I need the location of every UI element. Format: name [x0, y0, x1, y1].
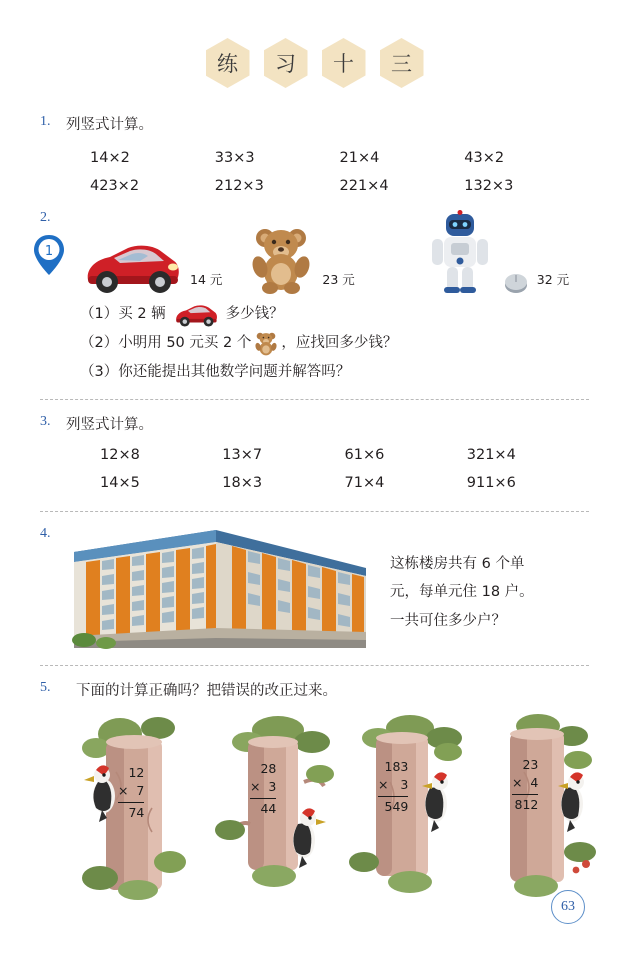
expression: 14×2 [90, 149, 130, 166]
teddy-bear-price: 23 元 [322, 271, 355, 287]
problem-3-number: 3. [40, 413, 51, 429]
title-char-2 [264, 38, 308, 88]
calculation-4 [512, 756, 538, 814]
expression: 132×3 [464, 177, 514, 194]
title-char-1-label: 练 [217, 52, 238, 76]
problem-3 [40, 412, 589, 492]
robot-toy-item [423, 210, 569, 294]
expression: 423×2 [90, 177, 140, 194]
problem-2-question-1 [80, 300, 589, 329]
problem-2-question-2 [80, 329, 589, 358]
problem-5-prompt: 下面的计算正确吗？把错误的改正过来。 [76, 683, 337, 700]
problem-2 [40, 208, 589, 387]
toy-car-price: 14 元 [190, 271, 223, 287]
log-item-4 [480, 712, 616, 902]
calc-2-result: 44 [260, 800, 277, 816]
robot-toy-icon [423, 210, 497, 294]
toy-car-icon [80, 236, 184, 294]
calculation-3 [378, 758, 408, 816]
problem-3-prompt: 列竖式计算。 [66, 416, 153, 433]
expression: 14×5 [100, 475, 140, 492]
problem-4-line-2: 元，每单元住 18 户。 [390, 584, 534, 601]
calc-4-mult: × 4 [512, 774, 539, 790]
problem-2-question-3 [80, 358, 589, 387]
toy-car-item [80, 236, 222, 294]
calc-3-bar [378, 796, 408, 797]
robot-toy-price: 32 元 [536, 271, 570, 287]
question-1-suffix: 多少钱？ [225, 305, 284, 322]
title-char-4 [380, 38, 424, 88]
problem-1 [40, 112, 589, 194]
calc-2-mult: × 3 [250, 778, 277, 794]
problem-1-prompt: 列竖式计算。 [66, 117, 153, 133]
problem-1-number: 1. [40, 114, 51, 129]
calc-3-top: 183 [384, 758, 409, 774]
log-item-1 [72, 712, 208, 902]
calc-3-result: 549 [384, 798, 409, 814]
calc-1-mult: × 7 [118, 782, 145, 798]
problem-5-number: 5. [40, 680, 51, 696]
calc-4-bar [512, 794, 538, 795]
title-char-4-label: 三 [391, 52, 412, 76]
page-title [0, 38, 629, 88]
calc-3-mult: × 3 [378, 776, 409, 792]
calc-2-bar [250, 798, 276, 799]
problem-4-line-3: 一共可住多少户？ [390, 612, 506, 629]
teddy-bear-icon [246, 222, 316, 294]
problem-3-expressions [66, 447, 589, 491]
calc-1-bar [118, 802, 144, 803]
title-char-2-label: 习 [275, 52, 296, 76]
teddy-bear-icon [253, 330, 279, 357]
expression: 12×8 [100, 447, 140, 464]
question-2-prefix: （2）小明用 50 元买 2 个 [80, 334, 252, 351]
teddy-bear-item [246, 222, 354, 294]
calc-1-top: 12 [128, 764, 145, 780]
expression: 911×6 [466, 475, 516, 492]
question-3-prefix: （3）你还能提出其他数学问题并解答吗？ [80, 363, 351, 380]
expression: 43×2 [464, 149, 505, 166]
divider-1 [40, 399, 589, 400]
calc-2-top: 28 [260, 760, 277, 776]
computer-mouse-icon [501, 270, 531, 294]
expression: 13×7 [222, 447, 263, 464]
log-item-2 [208, 712, 344, 902]
expression: 33×3 [214, 149, 255, 166]
problem-4-number: 4. [40, 526, 51, 542]
toy-car-icon [170, 301, 222, 327]
expression: 212×3 [214, 177, 264, 194]
problem-4 [40, 524, 589, 649]
expression: 21×4 [339, 149, 380, 166]
expression: 71×4 [344, 475, 385, 492]
problem-2-toy-row [66, 210, 589, 294]
expression: 321×4 [466, 447, 516, 464]
page-number: 63 [551, 890, 585, 924]
problem-2-questions [66, 300, 589, 387]
problem-5 [40, 678, 589, 902]
divider-3 [40, 665, 589, 666]
calc-4-result: 812 [514, 796, 539, 812]
title-char-3 [322, 38, 366, 88]
calculation-1 [118, 764, 144, 822]
problem-4-line-1: 这栋楼房共有 6 个单 [390, 556, 525, 573]
calc-4-top: 23 [522, 756, 539, 772]
calculation-2 [250, 760, 276, 818]
log-item-3 [344, 712, 480, 902]
problem-1-expressions [66, 150, 589, 194]
svg-text:1: 1 [44, 244, 54, 259]
problem-2-number: 2. [40, 209, 51, 225]
problem-5-log-row [66, 712, 622, 902]
question-1-prefix: （1）买 2 辆 [80, 305, 166, 322]
apartment-building-image [66, 524, 376, 649]
calc-1-result: 74 [128, 804, 145, 820]
title-char-3-label: 十 [333, 52, 354, 76]
title-char-1 [206, 38, 250, 88]
expression: 18×3 [222, 475, 263, 492]
problem-4-text [390, 524, 575, 635]
question-2-suffix: ，应找回多少钱？ [281, 334, 398, 351]
expression: 221×4 [339, 177, 389, 194]
expression: 61×6 [344, 447, 385, 464]
divider-2 [40, 511, 589, 512]
